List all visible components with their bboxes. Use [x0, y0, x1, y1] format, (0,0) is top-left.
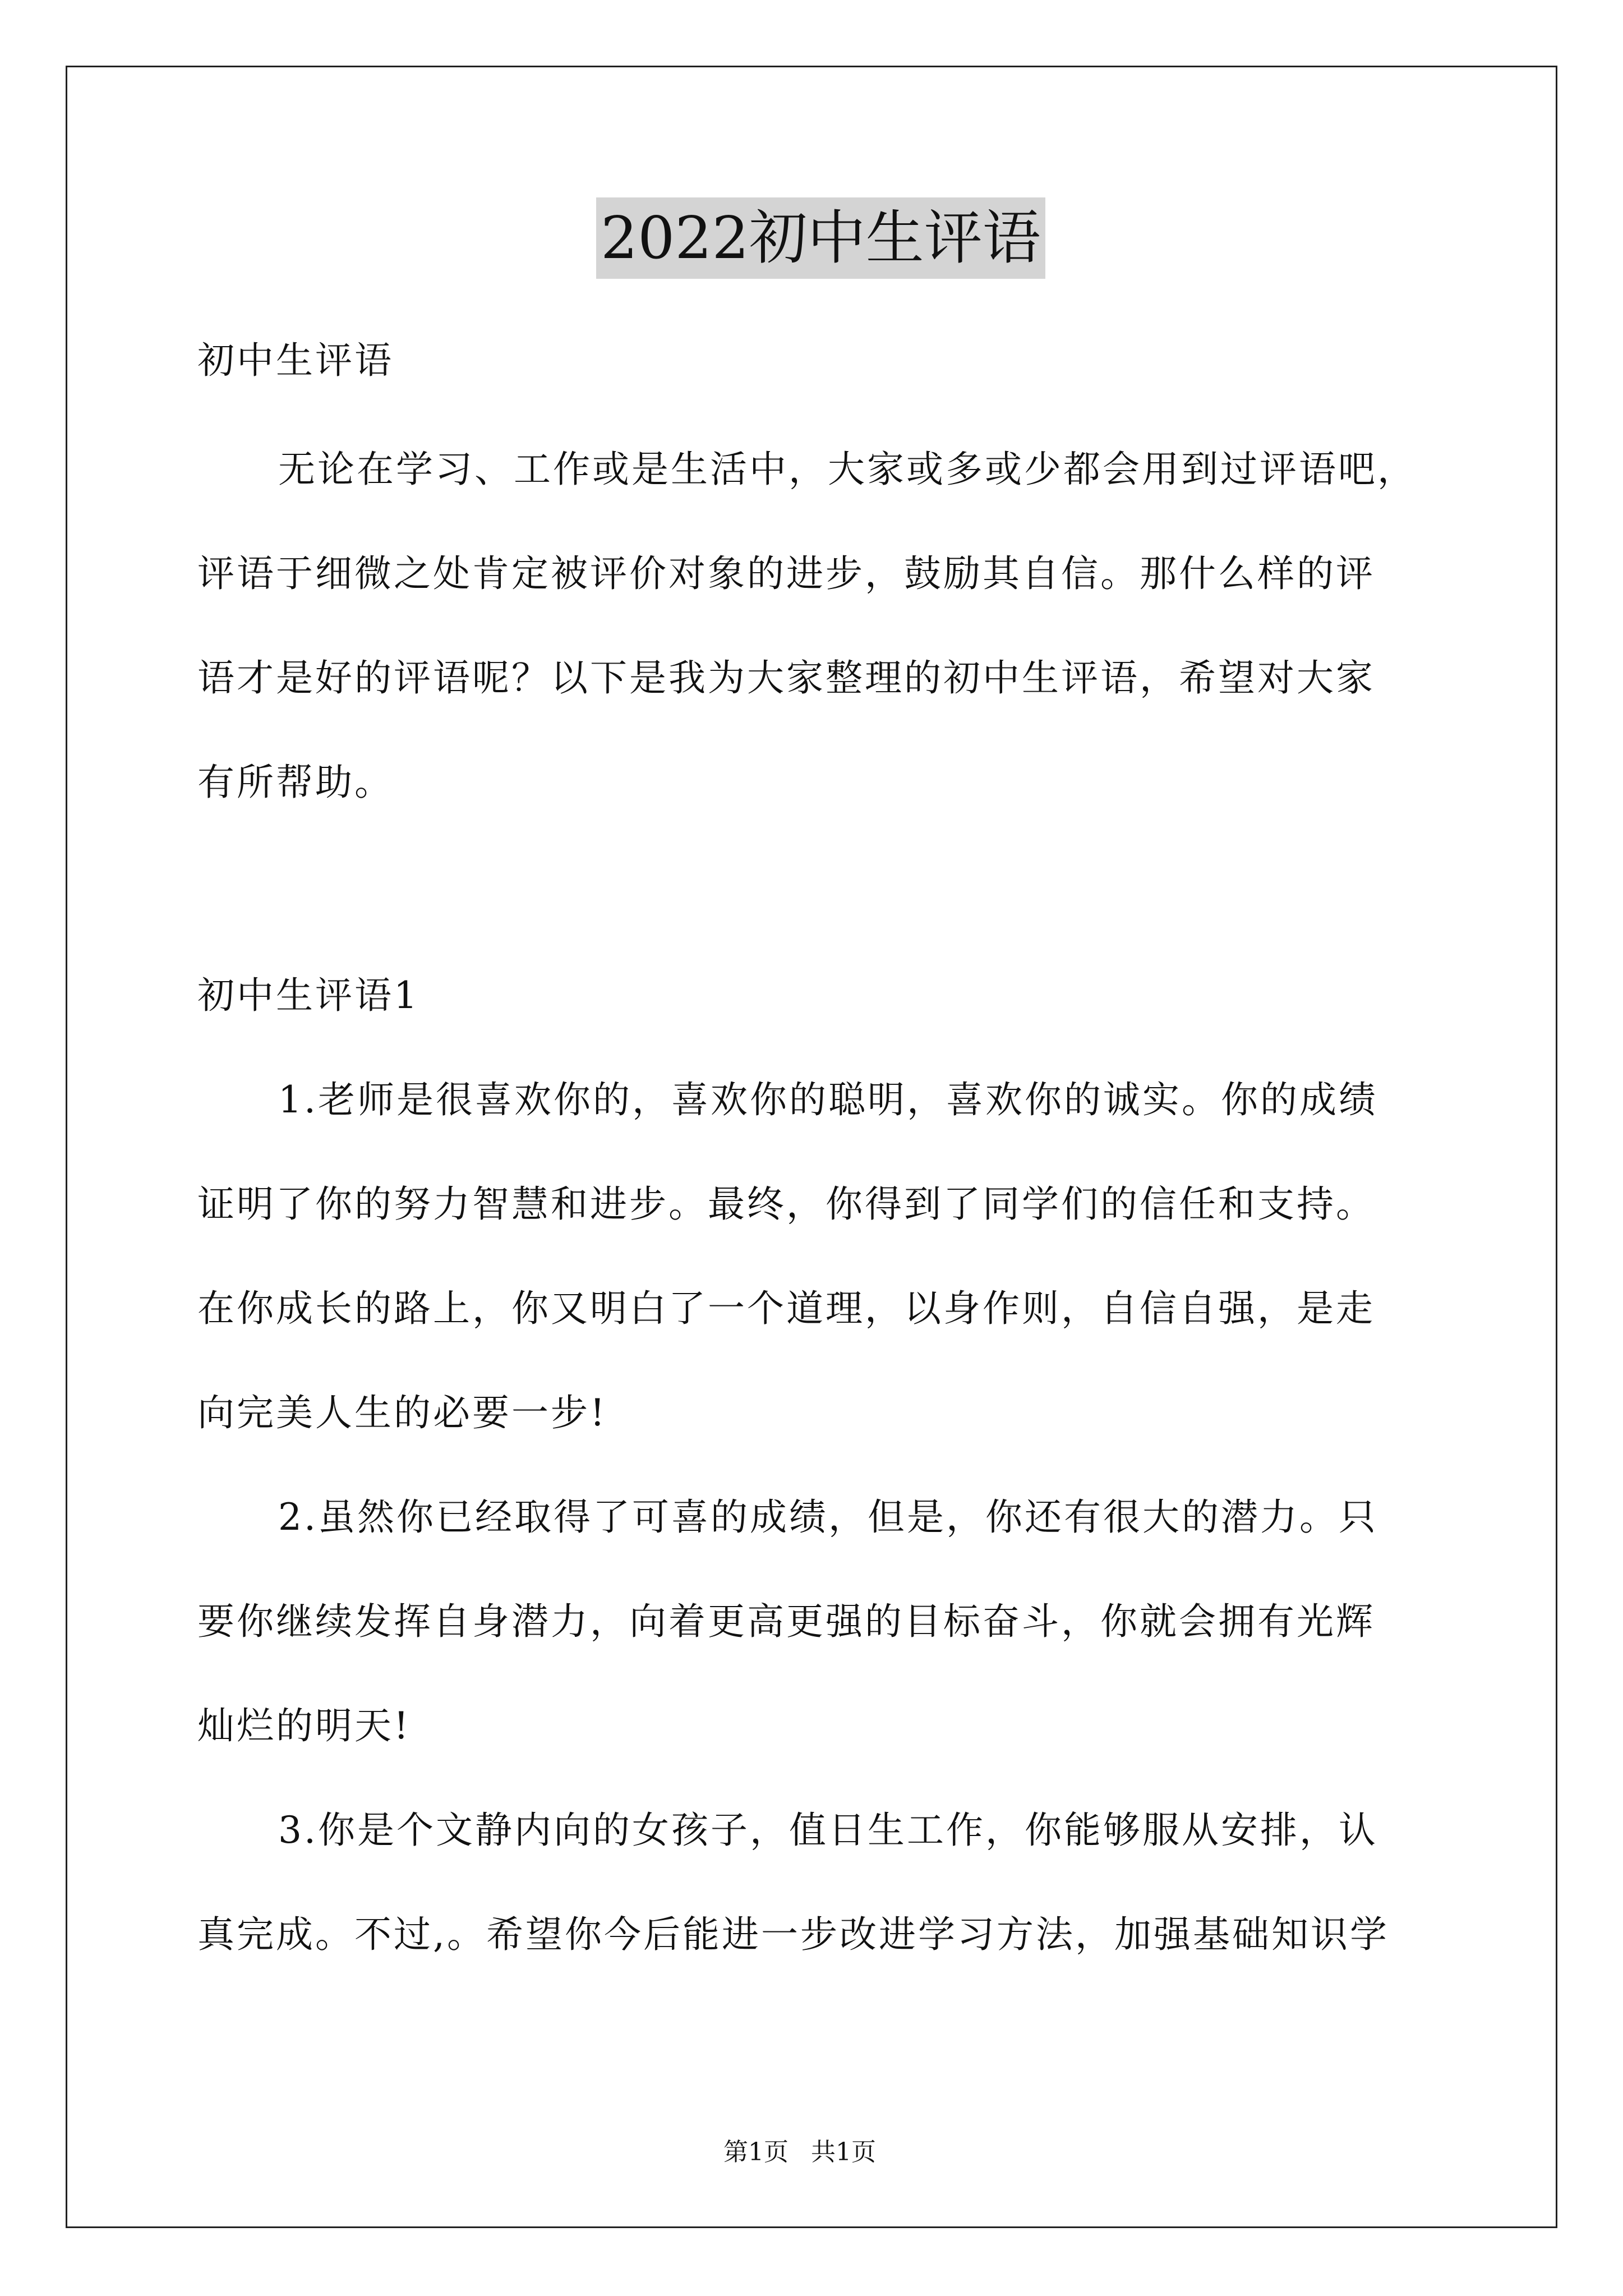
item-line: 3.你是个文静内向的女孩子，值日生工作，你能够服从安排，认 [278, 1809, 1378, 1852]
page-footer [723, 2132, 898, 2168]
item-line: 2.虽然你已经取得了可喜的成绩，但是，你还有很大的潜力。只 [278, 1496, 1378, 1539]
intro-line: 有所帮助。 [197, 761, 394, 804]
item-line: 在你成长的路上，你又明白了一个道理，以身作则，自信自强，是走 [197, 1287, 1375, 1330]
item-line: 真完成。不过,。希望你今后能进一步改进学习方法，加强基础知识学 [197, 1913, 1389, 1956]
intro-line: 评语于细微之处肯定被评价对象的进步，鼓励其自信。那什么样的评 [197, 552, 1375, 595]
item-line: 1.老师是很喜欢你的，喜欢你的聪明，喜欢你的诚实。你的成绩 [278, 1078, 1378, 1121]
item-line: 向完美人生的必要一步! [197, 1391, 607, 1434]
page-border [66, 66, 1557, 2228]
page-total: 共1页 [811, 2138, 876, 2166]
item-line: 要你继续发挥自身潜力，向着更高更强的目标奋斗，你就会拥有光辉 [197, 1600, 1375, 1643]
section-heading: 初中生评语1 [197, 974, 419, 1017]
subtitle: 初中生评语 [197, 339, 394, 382]
item-line: 证明了你的努力智慧和进步。最终，你得到了同学们的信任和支持。 [197, 1182, 1375, 1226]
document-title: 2022初中生评语 [596, 197, 1045, 279]
intro-line: 无论在学习、工作或是生活中，大家或多或少都会用到过评语吧， [278, 448, 1417, 491]
item-line: 灿烂的明天! [197, 1704, 411, 1747]
intro-line: 语才是好的评语呢？以下是我为大家整理的初中生评语，希望对大家 [197, 656, 1375, 700]
page-number: 第1页 [723, 2138, 789, 2166]
